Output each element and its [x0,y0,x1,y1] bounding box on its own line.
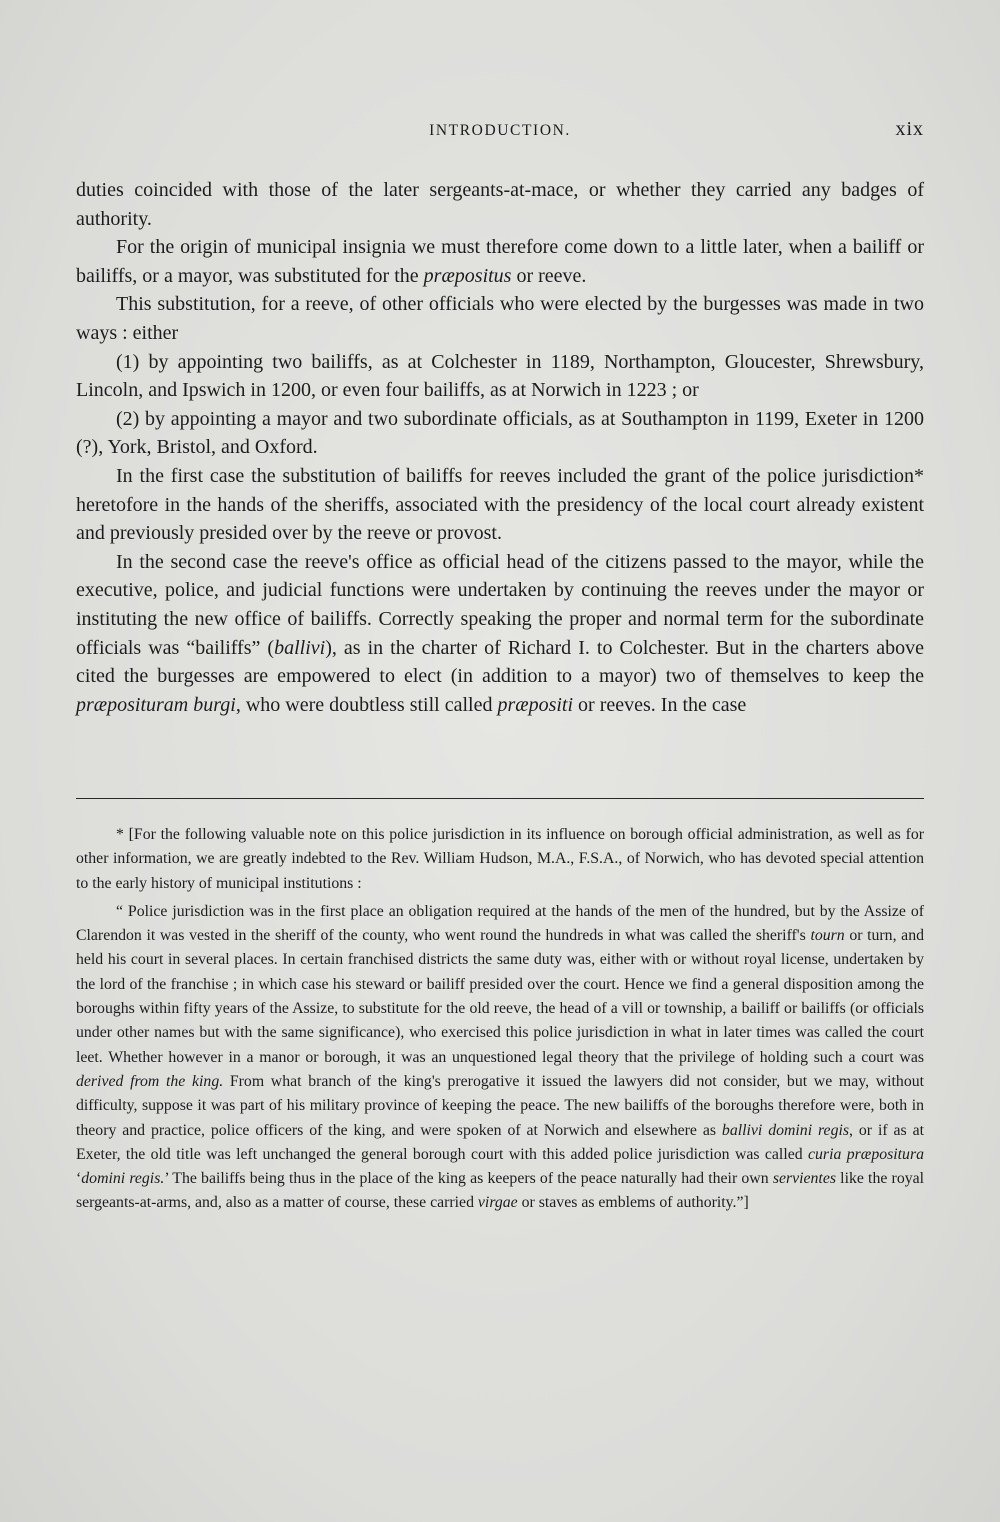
paragraph: duties coincided with those of the later sergeants-at-mace, or whether they carried any badges of authority. [76,179,924,230]
footnote [76,823,924,1216]
paragraph: This substitution, for a reeve, of other officials who were elected by the burgesses was made in two ways : either [76,293,924,344]
footnote-divider [76,798,924,799]
paragraph: In the second case the reeve's office as official head of the citizens passed to the mayor, while the executive, police, and judicial functions were undertaken by continuing the reeves under the mayor or instituting the new office of bailiffs. Correctly speaking the proper and normal term for the subordinate officials was “bailiffs” (ballivi), as in the charter of Richard I. to Colchester. But in the charters above cited the burgesses are empowered to elect (in addition to a mayor) two of themselves to keep the præposituram burgi, who were doubtless still called præpositi or reeves. In the case [76,550,924,716]
footnote-intro: * [For the following valuable note on this police jurisdiction in its influence on borough official administration, as well as for other information, we are greatly indebted to the Rev. William Hudson, M.A., F.S.A., of Norwich, who has devoted special attention to the early history of municipal institutions : [76,826,924,892]
running-title: INTRODUCTION. [429,122,571,139]
paragraph: (1) by appointing two bailiffs, as at Colchester in 1189, Northampton, Gloucester, Shrewsbury, Lincoln, and Ipswich in 1200, or even four bailiffs, as at Norwich in 1223 ; or [76,350,924,402]
footnote-quote: “ Police jurisdiction was in the first place an obligation required at the hands of the men of the hundred, but by the Assize of Clarendon it was vested in the sheriff of the county, who went round the hundreds in what was called the sheriff's tourn or turn, and held his court in several places. In certain franchised districts the same duty was, either with or without royal license, undertaken by the lord of the franchise ; in which case his steward or bailiff presided over the court. Hence we find a general disposition among the boroughs within fifty years of the Assize, to substitute for the old reeve, the head of a vill or township, a bailiff or bailiffs (or officials under other names but with the same significance), who exercised this police jurisdiction in what in later times was called the court leet. Whether however in a manor or borough, it was an unquestioned legal theory that the privilege of holding such a court was derived from the king. From what branch of the king's prerogative it issued the lawyers did not consider, but we may, without difficulty, suppose it was part of his military province of keeping the peace. The new bailiffs of the boroughs therefore were, both in theory and practice, police officers of the king, and were spoken of at Norwich and elsewhere as ballivi domini regis, or if as at Exeter, the old title was left unchanged the general borough court with this added police jurisdiction was called curia præpositura ‘domini regis.’ The bailiffs being thus in the place of the king as keepers of the peace naturally had their own servientes like the royal sergeants-at-arms, and, also as a matter of course, these carried virgae or staves as emblems of authority.”] [76,902,925,1212]
paragraph: (2) by appointing a mayor and two subordinate officials, as at Southampton in 1199, Exeter in 1200 (?), York, Bristol, and Oxford. [76,407,924,459]
main-text [76,176,924,719]
paragraph: For the origin of municipal insignia we must therefore come down to a little later, when a bailiff or bailiffs, or a mayor, was substituted for the præpositus or reeve. [76,236,924,287]
page-header [76,118,924,148]
page-number: xix [895,118,924,140]
paragraph: In the first case the substitution of bailiffs for reeves included the grant of the police jurisdiction* heretofore in the hands of the sheriffs, associated with the presidency of the local court already existent and previously presided over by the reeve or provost. [76,464,924,545]
